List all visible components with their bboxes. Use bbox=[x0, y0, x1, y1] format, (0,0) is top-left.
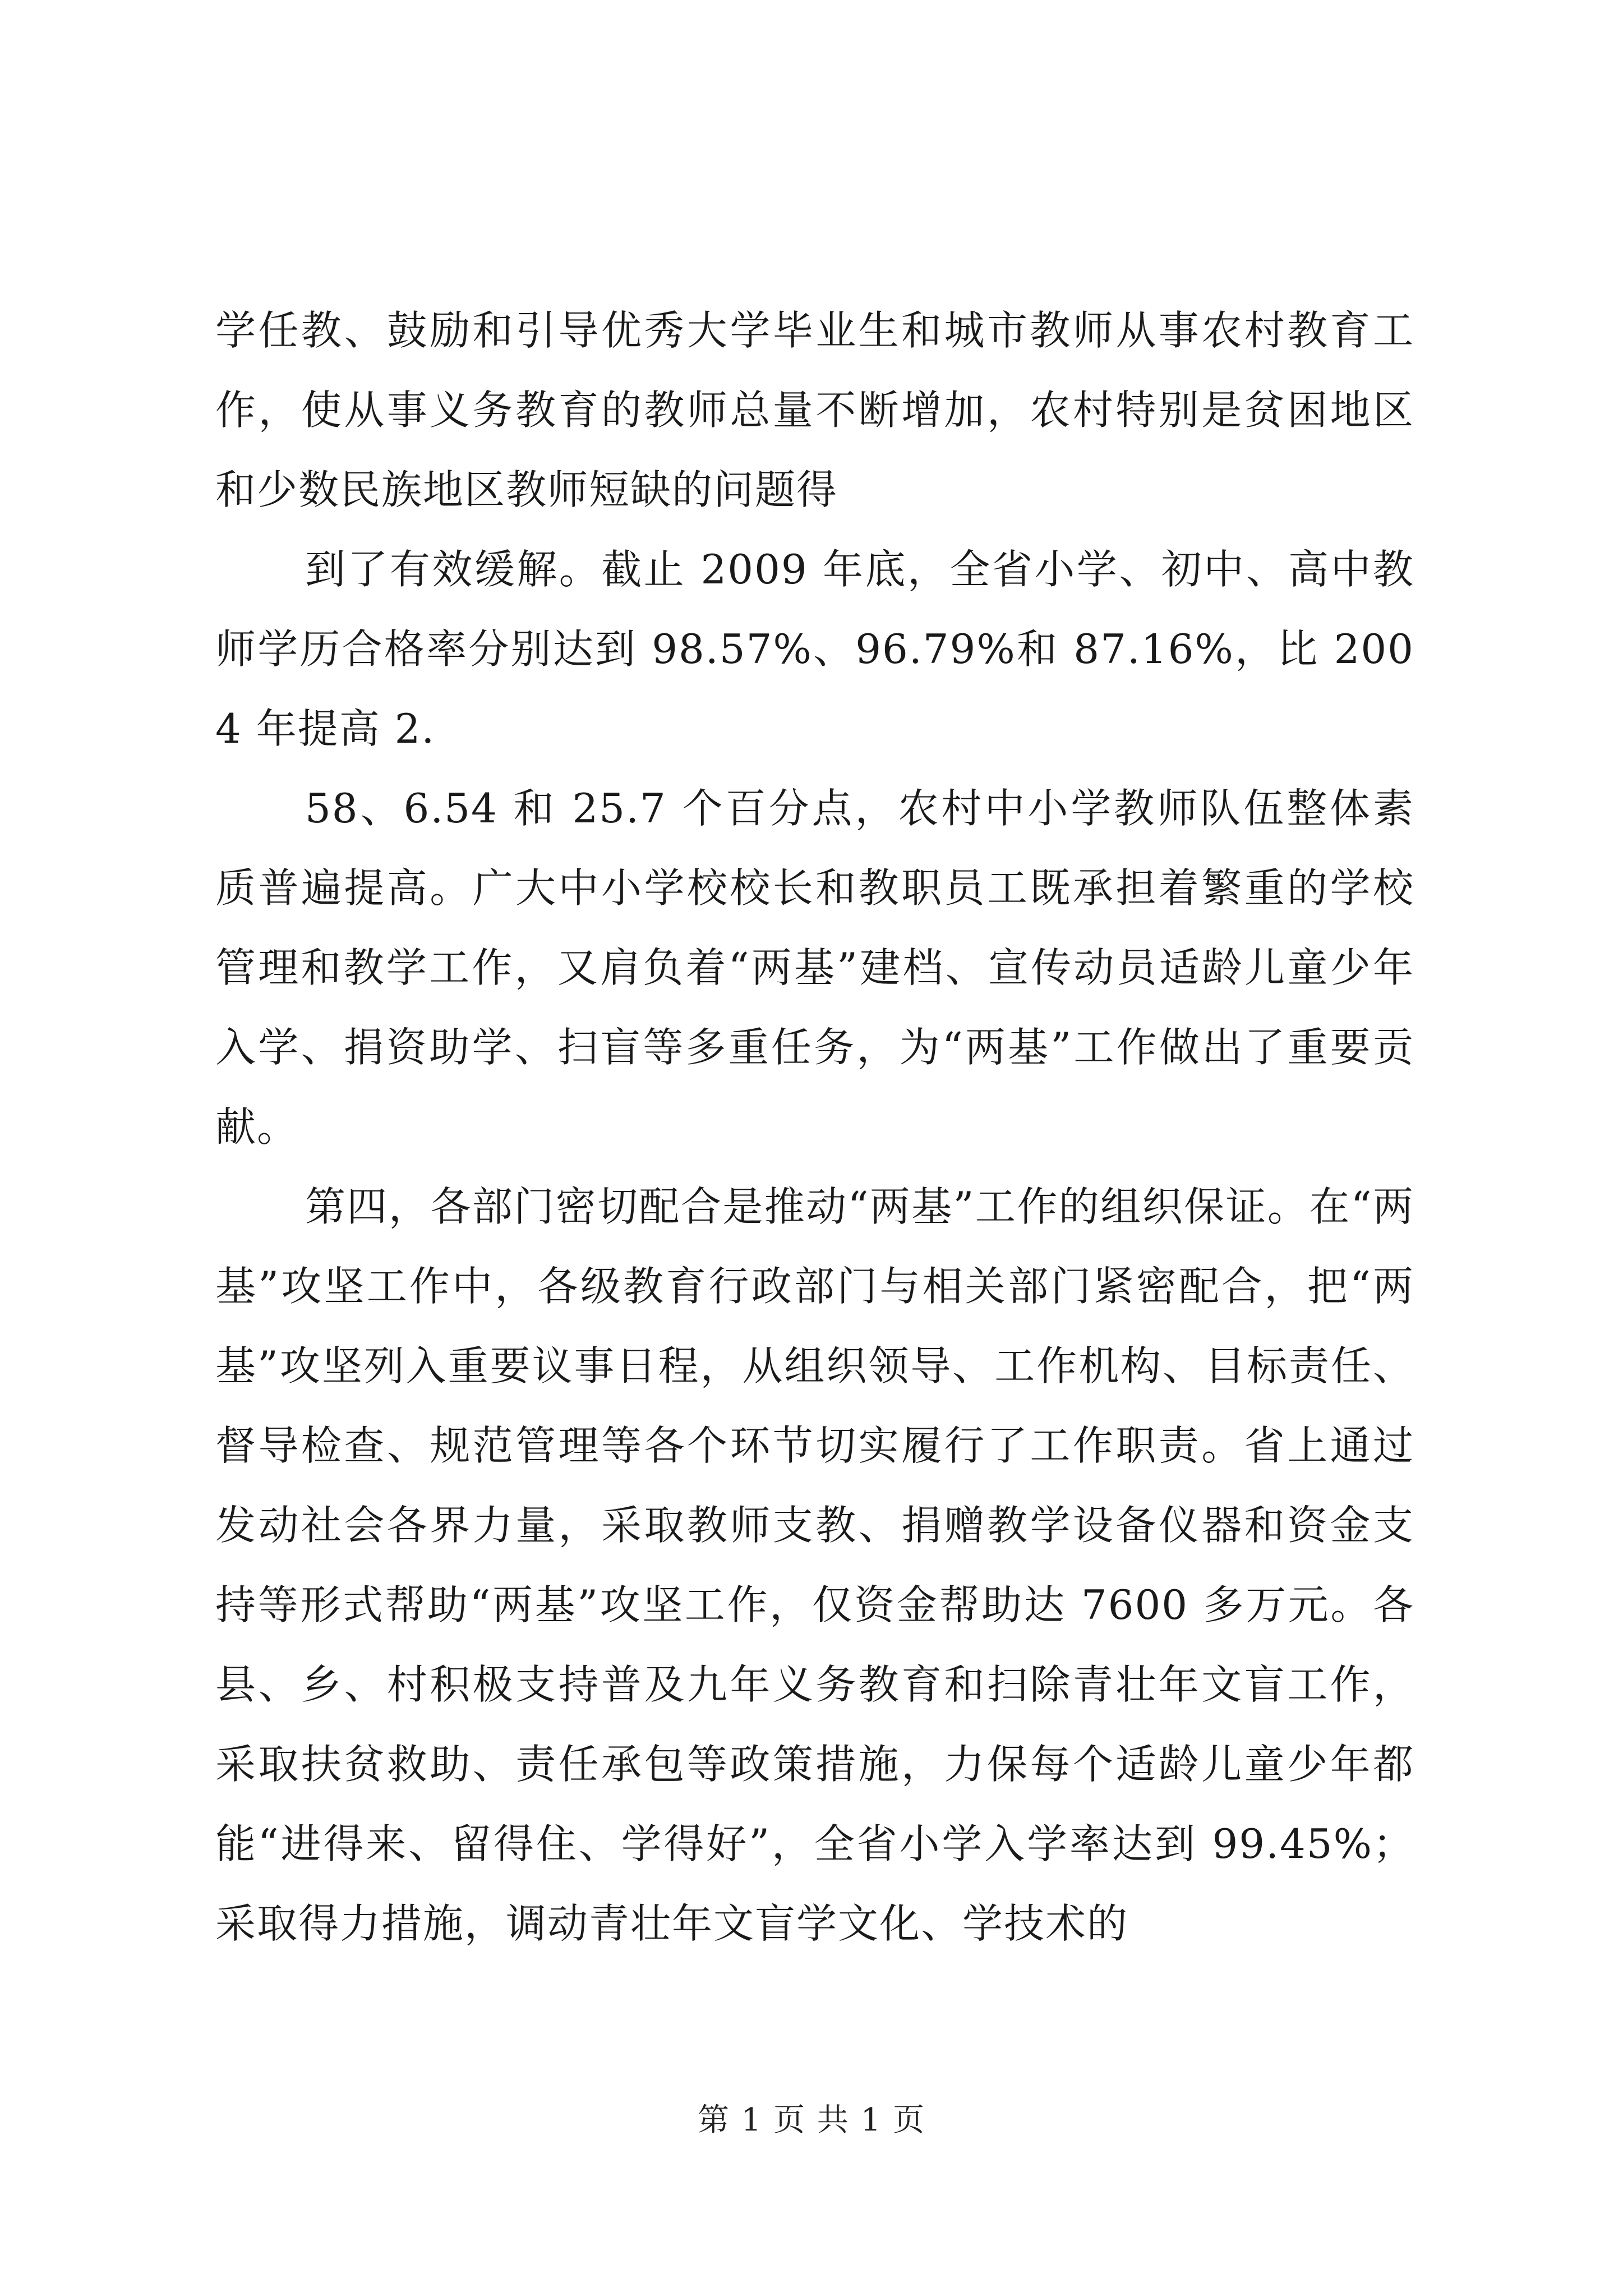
paragraph-3: 58、6.54 和 25.7 个百分点，农村中小学教师队伍整体素质普遍提高。广大中小学校校长和教职员工既承担着繁重的学校管理和教学工作，又肩负着“两基”建档、宣传动员适龄儿童少年入学、捐资助学、扫盲等多重任务，为“两基”工作做出了重要贡献。 bbox=[215, 785, 1414, 1151]
page-number-label: 第 1 页 共 1 页 bbox=[697, 2102, 926, 2138]
paragraph-4: 第四，各部门密切配合是推动“两基”工作的组织保证。在“两基”攻坚工作中，各级教育行政部门与相关部门紧密配合，把“两基”攻坚列入重要议事日程，从组织领导、工作机构、目标责任、督导检查、规范管理等各个环节切实履行了工作职责。省上通过发动社会各界力量，采取教师支教、捐赠教学设备仪器和资金支持等形式帮助“两基”攻坚工作，仅资金帮助达 7600 多万元。各县、乡、村积极支持普及九年义务教育和扫除青壮年文盲工作，采取扶贫救助、责任承包等政策措施，力保每个适龄儿童少年都能“进得来、留得住、学得好”，全省小学入学率达到 99.45%；采取得力措施，调动青壮年文盲学文化、学技术的 bbox=[215, 1183, 1414, 1947]
paragraph-1: 学任教、鼓励和引导优秀大学毕业生和城市教师从事农村教育工作，使从事义务教育的教师总量不断增加，农村特别是贫困地区和少数民族地区教师短缺的问题得 bbox=[215, 307, 1414, 513]
document-body bbox=[215, 291, 1414, 1963]
paragraph-2: 到了有效缓解。截止 2009 年底，全省小学、初中、高中教师学历合格率分别达到 98.57%、96.79%和 87.16%，比 2004 年提高 2. bbox=[215, 546, 1414, 752]
page-footer bbox=[0, 2098, 1623, 2143]
